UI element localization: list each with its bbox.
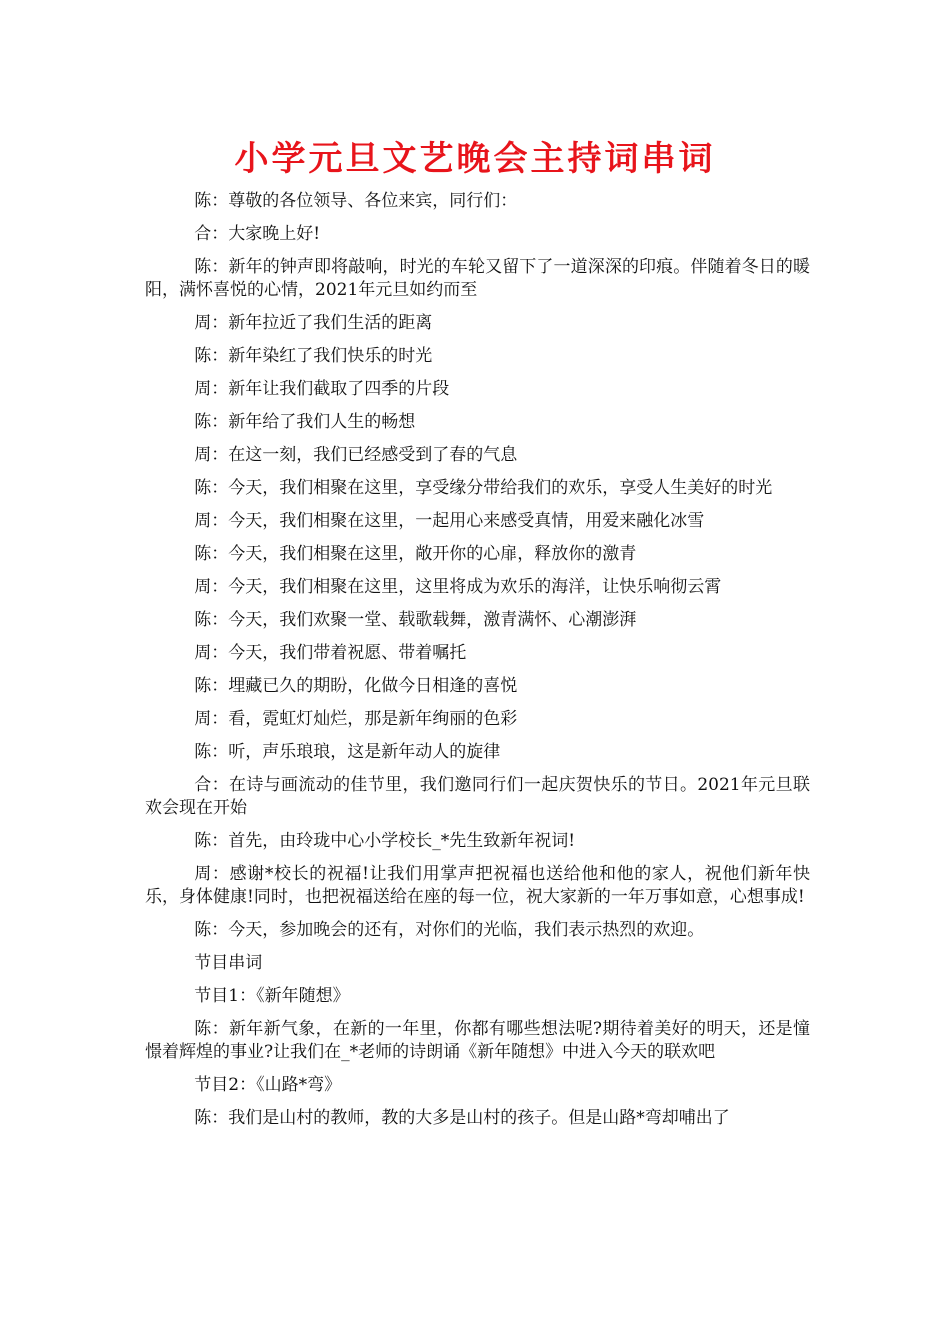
paragraph: 陈：今天，我们欢聚一堂、载歌载舞，激青满怀、心潮澎湃 [194, 610, 637, 630]
paragraph: 节目1：《新年随想》 [194, 986, 350, 1006]
paragraph: 陈：今天，我们相聚在这里，敞开你的心扉，释放你的激青 [194, 544, 637, 564]
document-title: 小学元旦文艺晚会主持词串词 [234, 139, 716, 179]
paragraph: 周：在这一刻，我们已经感受到了春的气息 [194, 445, 518, 465]
paragraph: 周：看，霓虹灯灿烂，那是新年绚丽的色彩 [194, 709, 518, 729]
paragraph: 陈：新年新气象，在新的一年里，你都有哪些想法呢?期待着美好的明天，还是憧憬着辉煌的事业?让我们在_*老师的诗朗诵《新年随想》中进入今天的联欢吧 [145, 1019, 810, 1062]
paragraph: 合：在诗与画流动的佳节里，我们邀同行们一起庆贺快乐的节日。2021年元旦联欢会现在开始 [145, 775, 810, 818]
paragraph: 周：今天，我们相聚在这里，一起用心来感受真情，用爱来融化冰雪 [194, 511, 705, 531]
paragraph: 周：新年让我们截取了四季的片段 [194, 379, 450, 399]
paragraph: 周：感谢*校长的祝福!让我们用掌声把祝福也送给他和他的家人，祝他们新年快乐，身体健康!同时，也把祝福送给在座的每一位，祝大家新的一年万事如意，心想事成! [145, 864, 810, 907]
paragraph: 合：大家晚上好! [194, 224, 321, 244]
paragraph: 陈：埋藏已久的期盼，化做今日相逢的喜悦 [194, 676, 518, 696]
paragraph: 节目2：《山路*弯》 [194, 1075, 342, 1095]
paragraph: 陈：新年给了我们人生的畅想 [194, 412, 416, 432]
paragraph: 陈：我们是山村的教师，教的大多是山村的孩子。但是山路*弯却哺出了 [194, 1108, 730, 1128]
paragraph: 周：今天，我们带着祝愿、带着嘱托 [194, 643, 467, 663]
paragraph: 陈：新年染红了我们快乐的时光 [194, 346, 433, 366]
document-body [145, 190, 810, 1140]
paragraph: 周：今天，我们相聚在这里，这里将成为欢乐的海洋，让快乐响彻云霄 [194, 577, 722, 597]
paragraph: 节目串词 [194, 953, 263, 973]
paragraph: 陈：新年的钟声即将敲响，时光的车轮又留下了一道深深的印痕。伴随着冬日的暖阳，满怀喜悦的心情，2021年元旦如约而至 [145, 257, 810, 300]
paragraph: 陈：尊敬的各位领导、各位来宾，同行们： [194, 191, 518, 211]
paragraph: 陈：今天，我们相聚在这里，享受缘分带给我们的欢乐，享受人生美好的时光 [194, 478, 773, 498]
paragraph: 陈：听，声乐琅琅，这是新年动人的旋律 [194, 742, 501, 762]
paragraph: 周：新年拉近了我们生活的距离 [194, 313, 433, 333]
paragraph: 陈：首先，由玲珑中心小学校长_*先生致新年祝词! [194, 831, 576, 851]
paragraph: 陈：今天，参加晚会的还有，对你们的光临，我们表示热烈的欢迎。 [194, 920, 705, 940]
